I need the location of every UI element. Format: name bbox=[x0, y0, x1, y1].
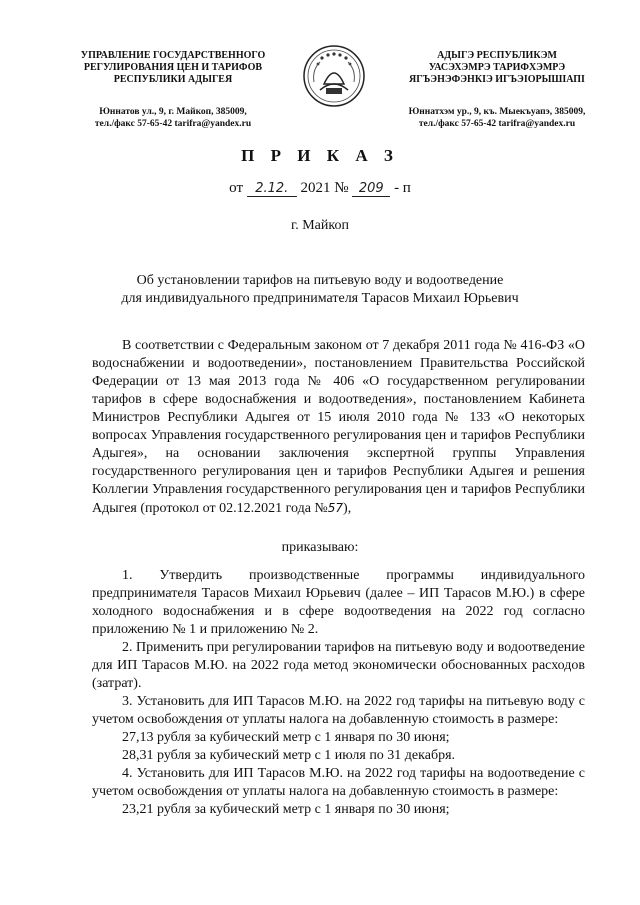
org-name-line: УАСЭХЭМРЭ ТАРИФХЭМРЭ bbox=[428, 62, 566, 73]
republic-of-adygea-coat-of-arms-icon bbox=[302, 44, 366, 108]
document-title: П Р И К А З bbox=[241, 146, 399, 165]
order-item: 1. Утвердить производственные программы индивидуального предпринимателя Тарасов Михаил Юрьевич (далее – ИП Тарасов М.Ю.) в сфере холодного водоснабжения и в сфере водоотведения на 2022 год согласно приложению № 1 и приложению № 2. bbox=[92, 568, 585, 637]
org-name-line: РЕГУЛИРОВАНИЯ ЦЕН И ТАРИФОВ bbox=[83, 62, 263, 73]
document-city: г. Майкоп bbox=[291, 218, 349, 233]
preamble-closing: ), bbox=[343, 501, 352, 516]
header-left-organization bbox=[68, 50, 278, 130]
address-line: Юннатов ул., 9, г. Майкоп, 385009, bbox=[99, 107, 247, 117]
org-name-line: АДЫГЭ РЕСПУБЛИКЭМ bbox=[437, 50, 557, 61]
water-rate-line: 28,31 рубля за кубический метр с 1 июля по 31 декабря. bbox=[122, 748, 456, 763]
sewer-rate-line: 23,21 рубля за кубический метр с 1 января по 30 июня; bbox=[122, 802, 450, 817]
preamble-paragraph bbox=[92, 337, 585, 518]
document-subject bbox=[60, 272, 580, 308]
org-name-line: УПРАВЛЕНИЕ ГОСУДАРСТВЕННОГО bbox=[80, 50, 266, 61]
org-address bbox=[68, 106, 278, 130]
contact-line: тел./факс 57-65-42 tarifra@yandex.ru bbox=[94, 119, 252, 129]
contact-line: тел./факс 57-65-42 tarifra@yandex.ru bbox=[418, 119, 576, 129]
document-date-number bbox=[0, 180, 640, 197]
order-item: 4. Установить для ИП Тарасов М.Ю. на 2022 год тарифы на водоотведение с учетом освобождения от уплаты налога на добавленную стоимость в размере: bbox=[92, 766, 585, 799]
order-item: 3. Установить для ИП Тарасов М.Ю. на 2022 год тарифы на питьевую воду с учетом освобождения от уплаты налога на добавленную стоимость в размере: bbox=[92, 694, 585, 727]
handwritten-number: 209 bbox=[352, 181, 390, 197]
org-address bbox=[392, 106, 602, 130]
order-item: 2. Применить при регулировании тарифов на питьевую воду и водоотведение для ИП Тарасов М.Ю. на 2022 года метод экономически обоснованных расходов (затрат). bbox=[92, 640, 585, 691]
water-rate-line: 27,13 рубля за кубический метр с 1 января по 30 июня; bbox=[122, 730, 450, 745]
order-word: приказываю: bbox=[281, 540, 359, 555]
order-items bbox=[92, 567, 585, 819]
handwritten-date: 2.12. bbox=[247, 181, 297, 197]
date-prefix: от bbox=[229, 180, 243, 196]
preamble-text: В соответствии с Федеральным законом от 7 декабря 2011 года № 416-ФЗ «О водоснабжении и водоотведении», постановлением Правительства Российской Федерации от 13 мая 2013 года № 406 «О государственном регулировании тарифов в сфере водоснабжения и водоотведения», постановлением Кабинета Министров Республики Адыгея от 15 июля 2010 года № 133 «О некоторых вопросах Управления государственного регулирования цен и тарифов Республики Адыгея», на основании заключения экспертной группы Управления государственного регулирования цен и тарифов Республики Адыгея и решения Коллегии Управления государственного регулирования цен и тарифов Республики Адыгея (протокол от 02.12.2021 года № bbox=[92, 338, 585, 516]
address-line: Юннатхэм ур., 9, къ. Мыекъуапэ, 385009, bbox=[408, 107, 586, 117]
handwritten-protocol-number: 57 bbox=[327, 501, 344, 515]
header-right-organization bbox=[392, 50, 602, 130]
year-number-label: 2021 № bbox=[300, 180, 349, 196]
org-name-line: РЕСПУБЛИКИ АДЫГЕЯ bbox=[113, 74, 233, 85]
subject-line: для индивидуального предпринимателя Тарасов Михаил Юрьевич bbox=[121, 291, 519, 306]
subject-line: Об установлении тарифов на питьевую воду и водоотведение bbox=[136, 273, 504, 288]
org-name-line: ЯГЪЭНЭФЭНКІЭ ИГЪЭІОРЫШІАПІ bbox=[409, 74, 585, 85]
number-suffix: - п bbox=[394, 180, 411, 196]
